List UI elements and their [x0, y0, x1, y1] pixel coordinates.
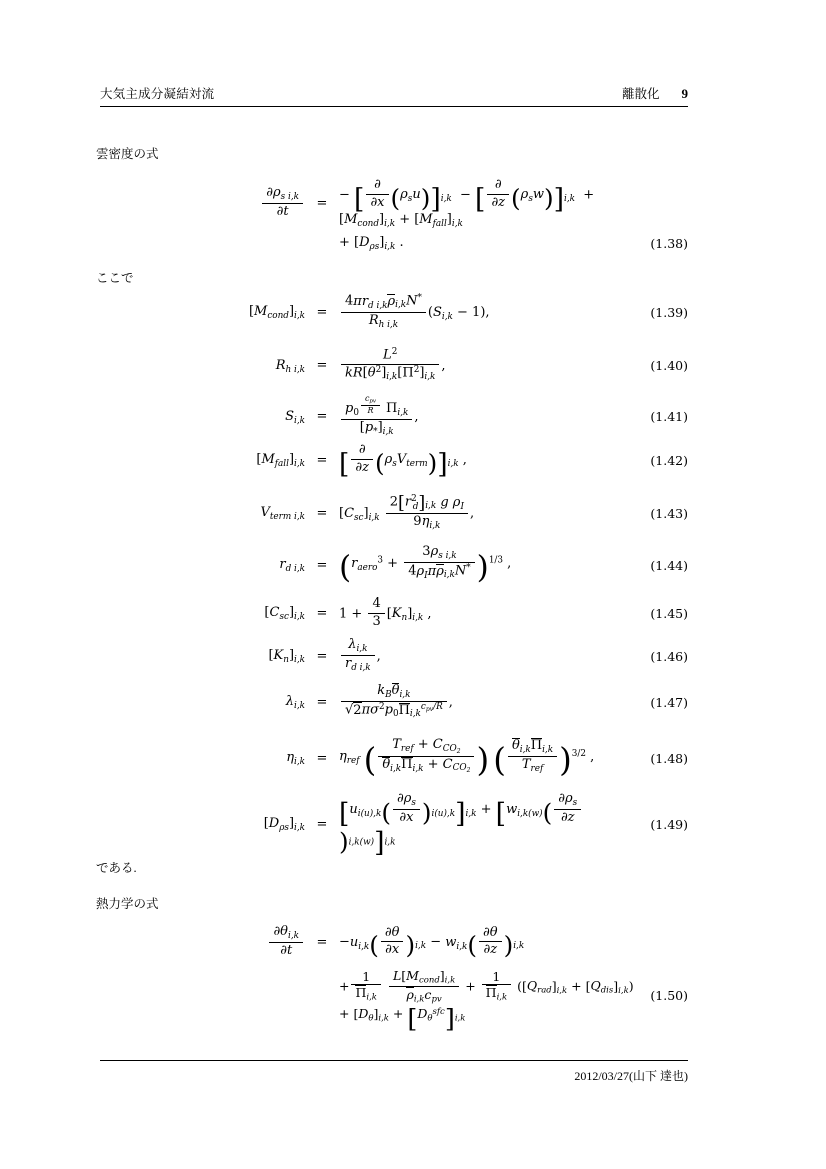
- header-right-group: [622, 84, 688, 102]
- equation-1-38-rhs-line1: − [ $\frac{\partial}{\partial x}$ $(\rho_su)]_{i,k}$ − [ $\frac{\partial}{\partial z}$ $(\rho_sw)]_{i,k} + [M_{cond}]_{i,k} + [M_{fall}]_{i,k}$: [339, 177, 595, 230]
- equation-1-47: [100, 684, 688, 721]
- equation-1-46-rhs: $\frac{\lambda_{i,k}}{r_{d i,k}}$ ,: [339, 638, 626, 675]
- equation-1-41-tag: (1.41): [650, 409, 688, 425]
- equation-1-41-lhs: $S_{i,k}$: [285, 408, 305, 426]
- equation-1-40-lhs: $R_{h i,k}$: [275, 357, 305, 375]
- equation-1-50: [100, 924, 688, 1035]
- equation-1-45: [100, 597, 688, 631]
- equation-1-39-lhs: $[M_{cond}]_{i,k}$: [248, 304, 305, 321]
- equation-1-39: [100, 294, 688, 331]
- equation-1-50-rhs-line1: $-u_{i,k}$( $\frac{\partial\theta}{\partial x}$ )$_{i,k} - w_{i,k}$( $\frac{\partial\theta}{\partial z}$ )$_{i,k}$: [339, 924, 525, 960]
- equation-1-38: [100, 178, 688, 252]
- equation-1-50-equals: =: [316, 935, 328, 951]
- equation-1-40-tag: (1.40): [650, 358, 688, 374]
- equation-1-39-rhs: $\frac{4\pi r_{d i,k}\rho_{i,k}N^*}{R_{h i,k}}$ $(S_{i,k} - 1)$,: [339, 294, 626, 331]
- equation-1-39-equals: =: [316, 305, 328, 321]
- equation-1-43-equals: =: [316, 506, 328, 522]
- equation-1-49: [100, 791, 688, 859]
- equation-1-42-equals: =: [316, 452, 328, 468]
- equation-1-48-lhs: $\eta_{i,k}$: [286, 750, 305, 767]
- equation-1-44-tag: (1.44): [650, 557, 688, 573]
- equation-1-42-rhs: [ $\frac{\partial}{\partial z}$ $(\rho_sV_{term})]_{i,k}$ ,: [339, 442, 467, 480]
- section-label-cloud-density: 雲密度の式: [96, 147, 159, 161]
- equation-1-46-equals: =: [316, 648, 328, 664]
- equation-1-50-tag: (1.50): [650, 988, 688, 1004]
- page-number: 9: [681, 86, 688, 101]
- equation-1-44-equals: =: [316, 557, 328, 573]
- equation-1-48-tag: (1.48): [650, 750, 688, 766]
- equation-1-50-lhs: $\frac{\partial\theta_{i,k}}{\partial t}$: [100, 925, 305, 960]
- equation-1-45-equals: =: [316, 606, 328, 622]
- equation-1-38-lhs: $\frac{\partial\rho_{s i,k}}{\partial t}$: [100, 186, 305, 221]
- equation-1-48-equals: =: [316, 750, 328, 766]
- equation-1-49-tag: (1.49): [650, 816, 688, 832]
- equation-1-49-equals: =: [316, 816, 328, 832]
- section-label-thermodynamics: 熱力学の式: [96, 897, 159, 911]
- equation-1-43-rhs: $[C_{sc}]_{i,k}$ $\frac{2[r^2_d]_{i,k} g \rho_I}{9\eta_{i,k}}$ ,: [339, 493, 475, 531]
- equation-1-49-rhs: [$u_{i(u),k}$( $\frac{\partial\rho_s}{\partial x}$ )$_{i(u),k}]_{i,k} + [w_{i,k(w)}$( $\frac{\partial\rho_s}{\partial z}$ )$_{i,k(w)}]_{i,k}$: [339, 792, 626, 856]
- header-right-title: 離散化: [621, 87, 660, 101]
- equation-1-42-lhs: $[M_{fall}]_{i,k}$: [256, 451, 305, 469]
- equation-1-45-tag: (1.45): [650, 606, 688, 622]
- page-header: [100, 84, 688, 107]
- equation-1-42-tag: (1.42): [650, 452, 688, 468]
- equation-1-42: [100, 442, 688, 480]
- equation-1-47-equals: =: [316, 695, 328, 711]
- footer-text: 2012/03/27(山下 達也): [574, 1069, 688, 1083]
- equation-1-49-lhs: $[D_{\rho s}]_{i,k}$: [263, 815, 305, 833]
- equation-1-48: [100, 738, 688, 779]
- equation-1-47-tag: (1.47): [650, 695, 688, 711]
- equation-1-50-rhs-line2: + $\frac{1}{\Pi_{i,k}}$ $\frac{L[M_{cond}]_{i,k}}{\rho_{i,k}c_{pv}}$ + $\frac{1}{\Pi_{i,k}}$ $([Q_{rad}]_{i,k} + [Q_{dis}]_{i,k}) + [D_\theta]_{i,k} + [D_\theta^{sfc}]_{i,k}$: [339, 967, 634, 1035]
- equation-1-43-tag: (1.43): [650, 506, 688, 522]
- equation-1-45-lhs: $[C_{sc}]_{i,k}$: [264, 605, 305, 623]
- equation-1-44-rhs: ($r_{aero}^3$ + $\frac{3\rho_{s i,k}}{4\rho_I\pi\rho_{i,k}N^*}$ )$^{1/3}$ ,: [339, 544, 512, 586]
- equation-1-44-lhs: $r_{d i,k}$: [279, 556, 305, 574]
- equation-1-46-lhs: $[K_n]_{i,k}$: [268, 647, 305, 665]
- equation-1-43-lhs: $V_{term i,k}$: [260, 505, 305, 522]
- equation-1-43: [100, 495, 688, 532]
- equation-1-46: [100, 638, 688, 675]
- equation-1-41-equals: =: [316, 409, 328, 425]
- equation-1-46-tag: (1.46): [650, 648, 688, 664]
- equation-1-38-rhs-line2: + $[D_{\rho s}]_{i,k}$ .: [339, 235, 404, 253]
- equation-1-40-rhs: $\frac{L^2}{kR[\theta^2]_{i,k}[\Pi^2]_{i,k}}$ ,: [339, 348, 626, 384]
- section-label-dearu: である.: [96, 861, 137, 875]
- equation-1-44: [100, 545, 688, 585]
- header-left-title: 大気主成分凝結対流: [100, 87, 215, 101]
- page-footer: [100, 1060, 688, 1084]
- equation-1-38-equals: =: [316, 196, 328, 212]
- section-label-here: ここで: [96, 271, 134, 285]
- equation-1-39-tag: (1.39): [650, 305, 688, 321]
- equation-1-47-lhs: $\lambda_{i,k}$: [285, 694, 305, 711]
- equation-1-45-rhs: 1 + $\frac{4}{3}$ $[K_n]_{i,k}$ ,: [339, 596, 432, 629]
- equation-1-41-rhs: $p_0$ $^{\frac{c_{pv}}{R}}$ $\Pi_{i,k}$ $[p_*]_{i,k}$ ,: [339, 395, 626, 439]
- equation-1-38-tag: (1.38): [650, 236, 688, 252]
- equation-1-48-rhs: $\eta_{ref}$ ( $\frac{T_{ref} + C_{CO_2}}{\theta_{i,k}\Pi_{i,k} + C_{CO_2}}$ ) ( $\frac{\theta_{i,k}\Pi_{i,k}}{T_{ref}}$ )$^{3/2}$ ,: [339, 737, 595, 779]
- equation-1-41: [100, 395, 688, 439]
- equation-1-40: [100, 348, 688, 384]
- equation-1-40-equals: =: [316, 358, 328, 374]
- equation-1-47-rhs: $\frac{k_B\theta_{i,k}}{√2\pi\sigma^2p_0\Pi_{i,k}^{c_{pv}/R}}$ ,: [339, 684, 626, 721]
